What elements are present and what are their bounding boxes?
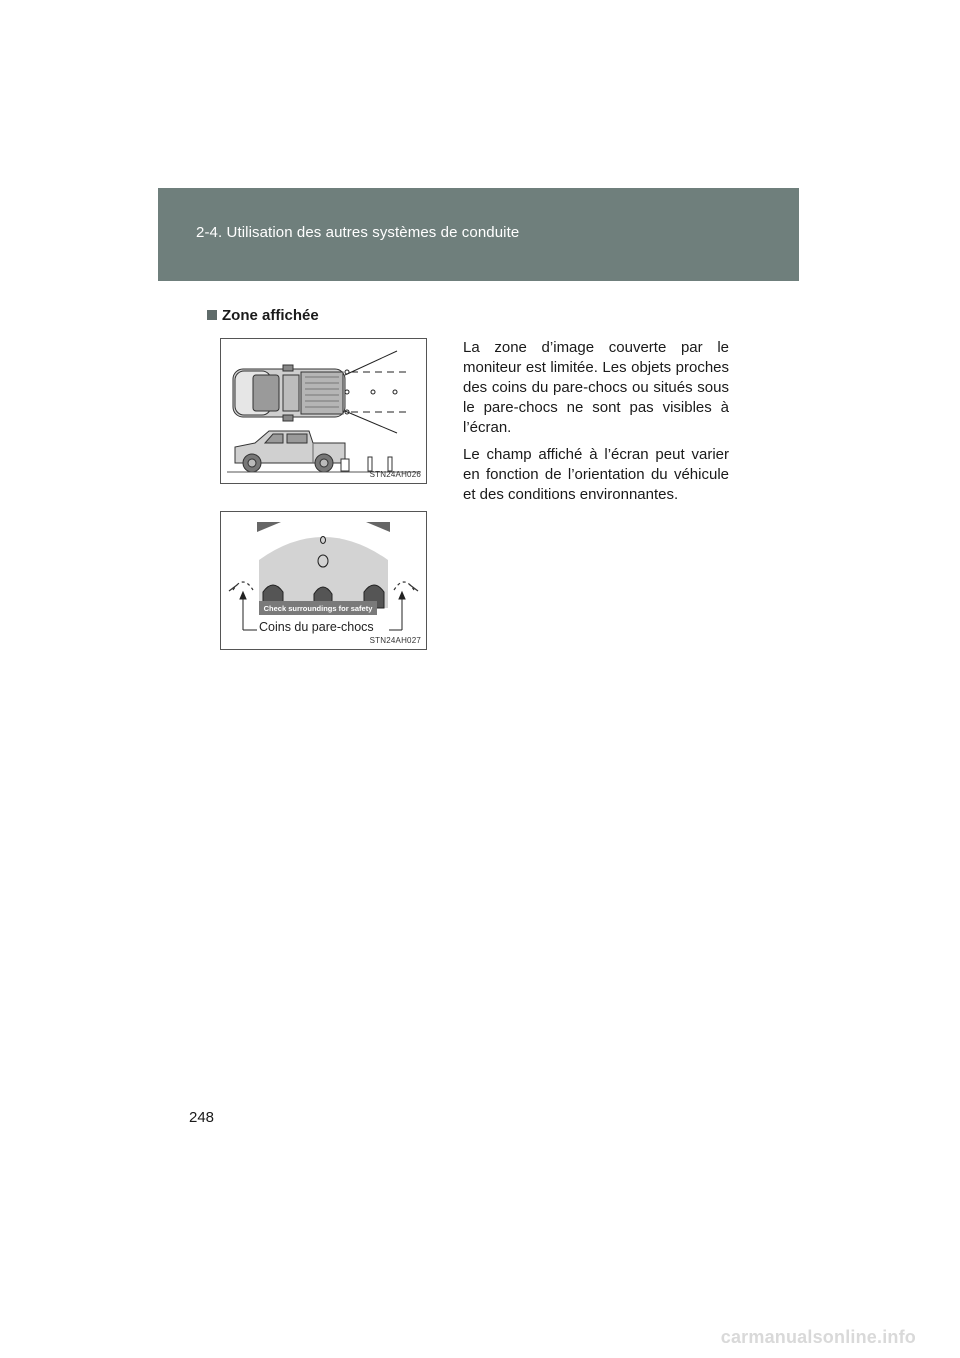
page-number: 248 [189, 1109, 215, 1126]
parking-posts-icon [341, 457, 392, 471]
chapter-title: 2-4. Utilisation des autres systèmes de conduite [196, 224, 520, 241]
body-paragraph: Le champ affiché à l’écran peut varier en fonction de l’orientation du véhicule et des conditions environnantes. [463, 446, 729, 503]
screen-banner-text: Check surroundings for safety [263, 604, 373, 613]
body-paragraph: La zone d’image couverte par le moniteur est limitée. Les objets proches des coins du pare-chocs ou situés sous le pare-chocs ne sont pas visibles à l’écran. [463, 339, 729, 436]
watermark: carmanualsonline.info [720, 1327, 916, 1347]
figure-code: STN24AH026 [369, 470, 421, 479]
figure-code: STN24AH027 [369, 636, 421, 645]
figure-camera-coverage [220, 338, 427, 484]
camera-field-lines [345, 351, 406, 433]
screen-corner-marks [257, 522, 390, 532]
square-bullet-icon [207, 310, 217, 320]
section-heading [207, 307, 319, 324]
bumper-corners-label: Coins du pare-chocs [259, 620, 374, 634]
section-heading-text: Zone affichée [222, 307, 319, 324]
truck-top-view-icon [233, 365, 345, 421]
figure-monitor-display [220, 511, 427, 650]
truck-coverage-illustration [221, 339, 426, 483]
chapter-header-band [158, 188, 799, 281]
body-text [463, 338, 729, 512]
